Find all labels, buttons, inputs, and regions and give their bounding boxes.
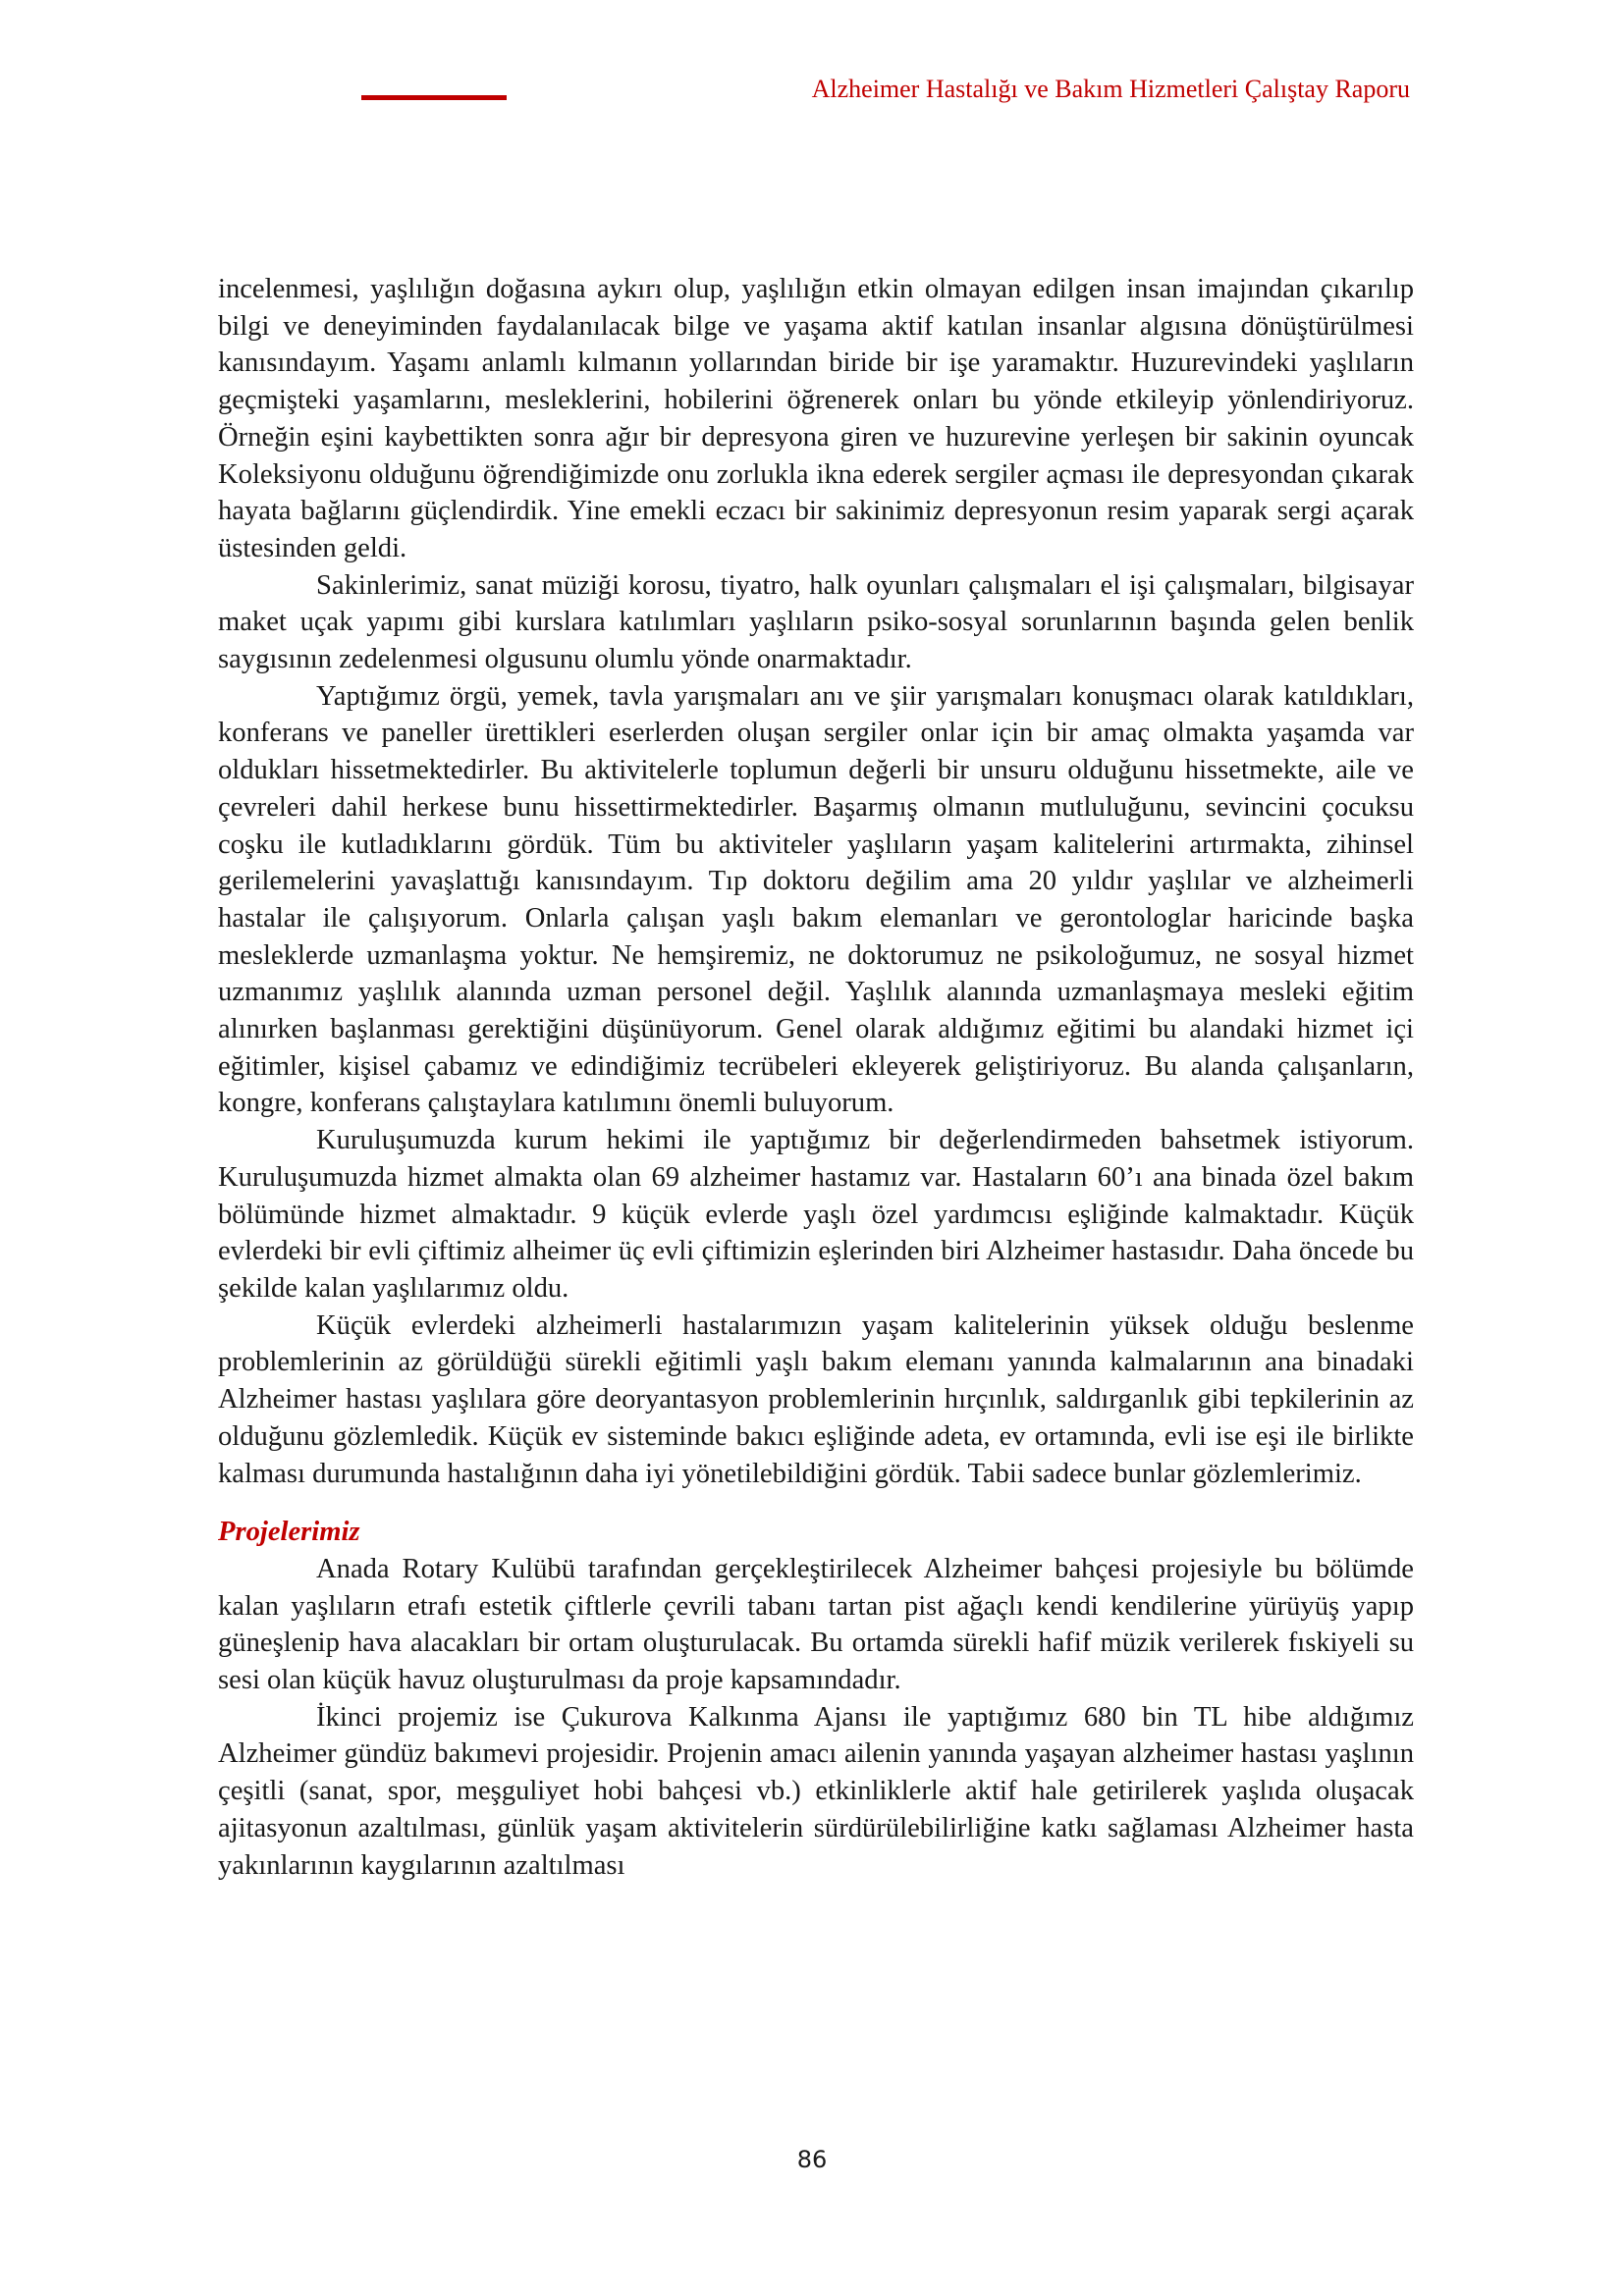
body-text bbox=[218, 271, 1414, 1884]
paragraph: Kuruluşumuzda kurum hekimi ile yaptığımız bir değerlendirmeden bahsetmek istiyorum. Kuruluşumuzda hizmet almakta olan 69 alzheimer hastamız var. Hastaların 60’ı ana binada özel bakım bölümünde hizmet almaktadır. 9 küçük evlerde yaşlı özel yardımcısı eşliğinde kalmaktadır. Küçük evlerdeki bir evli çiftimiz alheimer üç evli çiftimizin eşlerinden biri Alzheimer hastasıdır. Daha öncede bu şekilde kalan yaşlılarımız oldu. bbox=[218, 1125, 1414, 1304]
header-accent-rule bbox=[361, 95, 507, 100]
paragraph: incelenmesi, yaşlılığın doğasına aykırı olup, yaşlılığın etkin olmayan edilgen insan imajından çıkarılıp bilgi ve deneyiminden faydalanılacak bilge ve yaşama aktif katılan insanlar algısına dönüştürülmesi kanısındayım. Yaşamı anlamlı kılmanın yollarından biride bir işe yaramaktır. Huzurevindeki yaşlıların geçmişteki yaşamlarını, mesleklerini, hobilerini öğrenerek onları bu yönde etkileyip yönlendiriyoruz. Örneğin eşini kaybettikten sonra ağır bir depresyona giren ve huzurevine yerleşen bir sakinin oyuncak Koleksiyonu olduğunu öğrendiğimizde onu zorlukla ikna ederek sergiler açması ile depresyondan çıkarak hayata bağlarını güçlendirdik. Yine emekli eczacı bir sakinimiz depresyonun resim yaparak sergi açarak üstesinden geldi. bbox=[218, 274, 1414, 563]
paragraph: Sakinlerimiz, sanat müziği korosu, tiyatro, halk oyunları çalışmaları el işi çalışmaları, bilgisayar maket uçak yapımı gibi kurslara katılımları yaşlıların psiko-sosyal sorunlarının başında gelen benlik saygısının zedelenmesi olgusunu olumlu yönde onarmaktadır. bbox=[218, 569, 1414, 675]
paragraph: Küçük evlerdeki alzheimerli hastalarımızın yaşam kalitelerinin yüksek olduğu beslenme problemlerinin az görüldüğü sürekli eğitimli yaşlı bakım elemanı yanında kalmalarının ana binadaki Alzheimer hastası yaşlılara göre deoryantasyon problemlerinin hırçınlık, saldırganlık gibi tepkilerinin az olduğunu gözlemledik. Küçük ev sisteminde bakıcı eşliğinde adeta, ev ortamında, evli ise eşi ile birlikte kalması durumunda hastalığının daha iyi yönetilebildiğini gördük. Tabii sadece bunlar gözlemlerimiz. bbox=[218, 1309, 1414, 1489]
paragraph: İkinci projemiz ise Çukurova Kalkınma Ajansı ile yaptığımız 680 bin TL hibe aldığımız Alzheimer gündüz bakımevi projesidir. Projenin amacı ailenin yanında yaşayan alzheimer hastası yaşlının çeşitli (sanat, spor, meşguliyet hobi bahçesi vb.) etkinliklerle aktif hale getirilerek yaşlıda oluşacak ajitasyonun azaltılması, günlük yaşam aktivitelerin sürdürülebilirliğine katkı sağlaması Alzheimer hasta yakınlarının kaygılarının azaltılması bbox=[218, 1701, 1414, 1881]
paragraph: Anada Rotary Kulübü tarafından gerçekleştirilecek Alzheimer bahçesi projesiyle bu bölümde kalan yaşlıların etrafı estetik çiftlerle çevrili tabanı tartan pist ağaçlı kendi kendilerine yürüyüş yapıp güneşlenip hava alacakları bir ortam oluşturulacak. Bu ortamda sürekli hafif müzik verilerek fıskiyeli su sesi olan küçük havuz oluşturulması da proje kapsamındadır. bbox=[218, 1553, 1414, 1696]
paragraph: Yaptığımız örgü, yemek, tavla yarışmaları anı ve şiir yarışmaları konuşmacı olarak katıldıkları, konferans ve paneller ürettikleri eserlerden oluşan sergiler onlar için bir amaç olmakta yaşamda var oldukları hissetmektedirler. Bu aktivitelerle toplumun değerli bir unsuru olduğunu hissetmekte, aile ve çevreleri dahil herkese bunu hissettirmektedirler. Başarmış olmanın mutluluğunu, sevincini çocuksu coşku ile kutladıklarını gördük. Tüm bu aktiviteler yaşlıların yaşam kalitelerini artırmakta, zihinsel gerilemelerini yavaşlattığı kanısındayım. Tıp doktoru değilim ama 20 yıldır yaşlılar ve alzheimerli hastalar ile çalışıyorum. Onlarla çalışan yaşlı bakım elemanları ve gerontologlar haricinde başka mesleklerde uzmanlaşma yoktur. Ne hemşiremiz, ne doktorumuz ne psikoloğumuz, ne sosyal hizmet uzmanımız yaşlılık alanında uzman personel değil. Yaşlılık alanında uzmanlaşmaya mesleki eğitim alınırken başlanması gerektiğini düşünüyorum. Genel olarak aldığımız eğitimi bu alandaki hizmet içi eğitimler, kişisel çabamız ve edindiğimiz tecrübeleri ekleyerek geliştiriyoruz. Bu alanda çalışanların, kongre, konferans çalıştaylara katılımını önemli buluyorum. bbox=[218, 680, 1414, 1119]
section-heading: Projelerimiz bbox=[218, 1517, 360, 1548]
page-number: 86 bbox=[796, 2146, 828, 2173]
running-header-title: Alzheimer Hastalığı ve Bakım Hizmetleri Çalıştay Raporu bbox=[811, 75, 1410, 103]
